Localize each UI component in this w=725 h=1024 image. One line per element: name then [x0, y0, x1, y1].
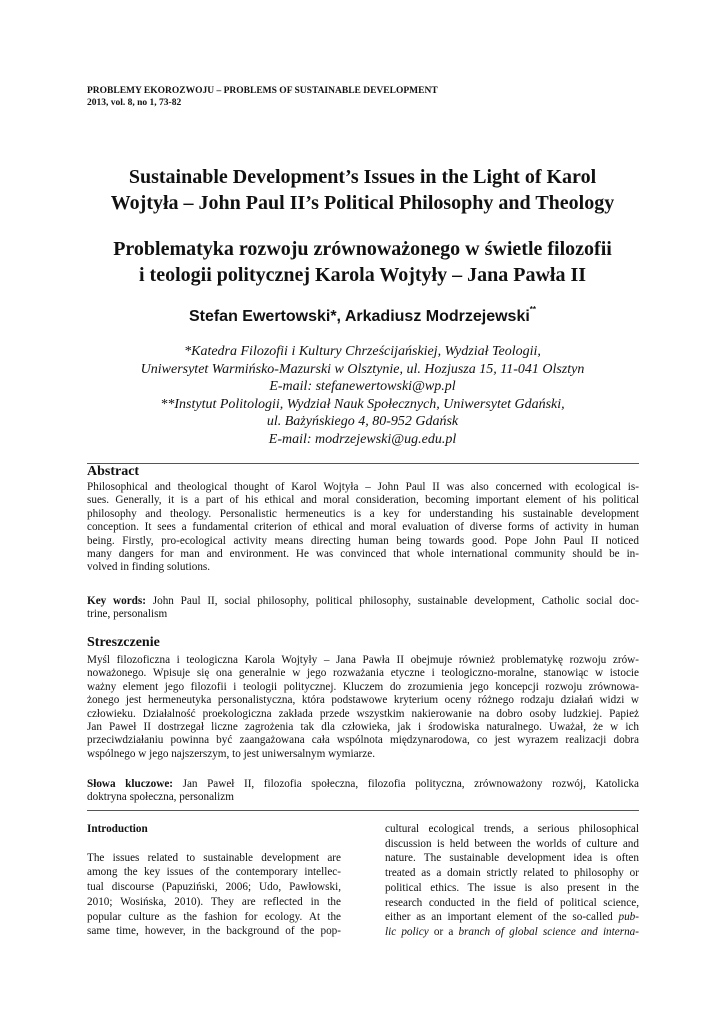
- author-mark: **: [529, 305, 537, 314]
- author-email: E-mail: modrzejewski@ug.edu.pl: [268, 431, 457, 447]
- abstract-text: Philosophical and theological thought of Karol Wojtyła – John Paul II was also concerned with ecological is- sues. Generally, it is a part of his ethical and moral consideration, becoming important element of his political philosophy and theology. Personalistic hermeneutics is a key for understanding his sustainable development conception. It sees a fundamental criterion of ethical and moral evaluation of diverse forms of activity in human being. Firstly, pro-ecological activity means directing human being towards good. Pope John Paul II noticed many dangers for man and environment. He was convinced that whole international community should be in- volved in finding solutions.: [87, 481, 639, 574]
- introduction-heading: Introduction: [87, 823, 148, 835]
- streszczenie-keywords: Słowa kluczowe: Jan Paweł II, filozofia społeczna, filozofia polityczna, zrównoważony rozwój, Katolicka doktryna społeczna, personalizm: [87, 778, 639, 804]
- journal-name: PROBLEMY EKOROZWOJU – PROBLEMS OF SUSTAINABLE DEVELOPMENT: [87, 86, 438, 96]
- affiliation-line: ul. Bażyńskiego 4, 80-952 Gdańsk: [266, 414, 459, 429]
- abstract-heading: Abstract: [87, 464, 140, 479]
- title-polish: Problematyka rozwoju zrównoważonego w świetle filozofii i teologii politycznej Karola Wojtyły – Jana Pawła II: [113, 238, 612, 286]
- title-english: Sustainable Development’s Issues in the Light of Karol Wojtyła – John Paul II’s Political Philosophy and Theology: [110, 166, 615, 214]
- divider: [87, 810, 639, 811]
- slowa-kluczowe-label: Słowa kluczowe:: [87, 778, 174, 790]
- keywords-label: Key words:: [87, 595, 146, 607]
- affiliations: [60, 343, 665, 448]
- affiliation-line: *Katedra Filozofii i Kultury Chrześcijańskiej, Wydział Teologii,: [184, 344, 541, 359]
- journal-issue: 2013, vol. 8, no 1, 73-82: [87, 98, 182, 108]
- abstract-keywords: Key words: John Paul II, social philosophy, political philosophy, sustainable development, Catholic social doc- trine, personalism: [87, 595, 640, 621]
- intro-left-column: Introduction The issues related to sustainable development are among the key issues of the contemporary intellec- tual discourse (Papuziński, 2006; Udo, Pawłowski, 2010; Wosińska, 2010). They are reflected in the popular culture as the fashion for ecology. At the same time, however, in the background of the pop-: [87, 823, 341, 938]
- author-names: Stefan Ewertowski*, Arkadiusz Modrzejewski: [188, 308, 530, 325]
- journal-header: [87, 85, 438, 109]
- intro-right-column: cultural ecological trends, a serious philosophical discussion is held between the worlds of culture and nature. The sustainable development idea is often treated as a domain strictly related to philosophy or political ethics. The issue is also present in the research conducted in the field of political science, either as an important element of the so-called pub- lic policy or a branch of global science and interna-: [385, 823, 639, 938]
- affiliation-line: **Instytut Politologii, Wydział Nauk Społecznych, Uniwersytet Gdański,: [160, 396, 565, 412]
- authors: [60, 305, 665, 326]
- streszczenie-heading: Streszczenie: [87, 635, 160, 650]
- divider: [87, 463, 639, 464]
- author-email: E-mail: stefanewertowski@wp.pl: [269, 379, 456, 394]
- affiliation-line: Uniwersytet Warmińsko-Mazurski w Olsztynie, ul. Hozjusza 15, 11-041 Olsztyn: [140, 361, 585, 377]
- streszczenie-text: Myśl filozoficzna i teologiczna Karola Wojtyły – Jana Pawła II obejmuje również problematykę rozwoju zrów- noważonego. Wpisuje się ona generalnie w jego rozważania etyczne i teologiczno-moralne, stanowiąc w istocie ważny element jego filozofii i teologii politycznej. Kluczem do zrozumienia jego koncepcji rozwoju zrównowa- żonego jest hermeneutyka personalistyczna, która podstawowe kryterium oceny różnego rodzaju działań widzi w człowieku. Działalność proekologiczna zakłada przede wszystkim nakierowanie na dobro osoby ludzkiej. Papież Jan Paweł II dostrzegał liczne zagrożenia tak dla człowieka, jak i środowiska naturalnego. Uważał, że w ich przeciwdziałaniu powinna być zaangażowana cała wspólnota międzynarodowa, co jest wyrazem realizacji dobra wspólnego w jego najszerszym, to jest uniwersalnym wymiarze.: [87, 654, 639, 760]
